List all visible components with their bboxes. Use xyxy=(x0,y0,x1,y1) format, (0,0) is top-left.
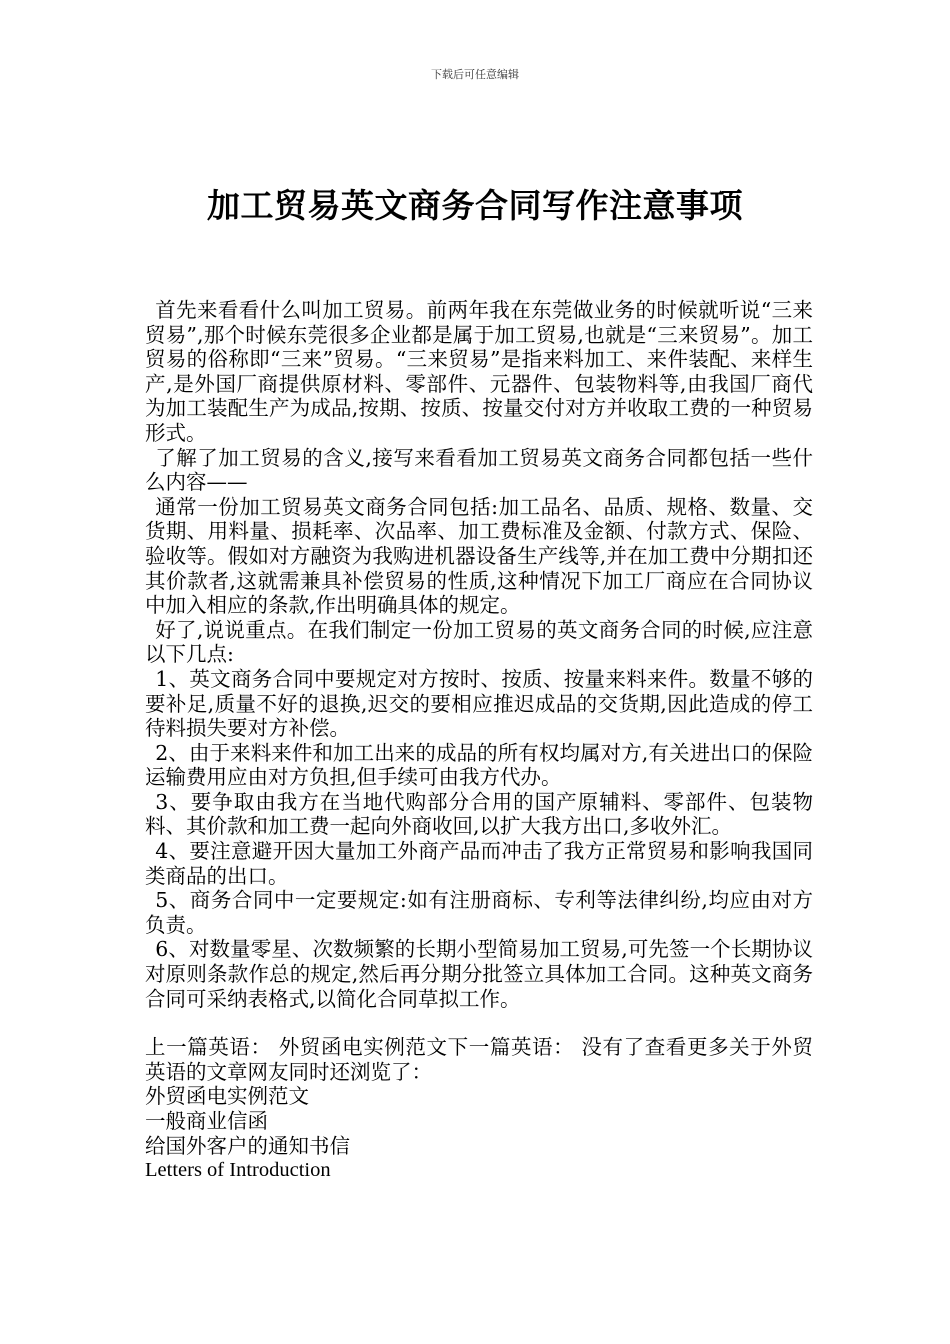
paragraph-point-3: 3、要争取由我方在当地代购部分合用的国产原辅料、零部件、包装物料、其价款和加工费一起向外商收回,以扩大我方出口,多收外汇。 xyxy=(145,789,813,839)
paragraph-contents-intro: 了解了加工贸易的含义,接写来看看加工贸易英文商务合同都包括一些什么内容—— xyxy=(145,445,813,495)
paragraph-point-2: 2、由于来料来件和加工出来的成品的所有权均属对方,有关进出口的保险运输费用应由对方负担,但手续可由我方代办。 xyxy=(145,740,813,790)
paragraph-point-5: 5、商务合同中一定要规定:如有注册商标、专利等法律纠纷,均应由对方负责。 xyxy=(145,888,813,937)
paragraph-point-4: 4、要注意避开因大量加工外商产品而冲击了我方正常贸易和影响我国同类商品的出口。 xyxy=(145,839,813,888)
nav-text: 上一篇英语： 外贸函电实例范文下一篇英语： 没有了查看更多关于外贸英语的文章网友同时还浏览了： xyxy=(145,1035,813,1084)
related-link[interactable]: Letters of Introduction xyxy=(145,1159,331,1182)
paragraph-contract-items: 通常一份加工贸易英文商务合同包括:加工品名、品质、规格、数量、交货期、用料量、损耗率、次品率、加工费标准及金额、付款方式、保险、验收等。假如对方融资为我购进机器设备生产线等,并在加工费中分期扣还其价款者,这就需兼具补偿贸易的性质,这种情况下加工厂商应在合同协议中加入相应的条款,作出明确具体的规定。 xyxy=(145,494,813,618)
related-links xyxy=(145,1035,813,1183)
paragraph-point-6: 6、对数量零星、次数频繁的长期小型简易加工贸易,可先签一个长期协议对原则条款作总的规定,然后再分期分批签立具体加工合同。这种英文商务合同可采纳表格式,以简化合同草拟工作。 xyxy=(145,937,813,1011)
document-body xyxy=(145,298,813,1183)
related-link[interactable]: 一般商业信函 xyxy=(145,1109,268,1133)
spacer xyxy=(145,1011,813,1035)
related-link[interactable]: 外贸函电实例范文 xyxy=(145,1084,309,1109)
paragraph-intro: 首先来看看什么叫加工贸易。前两年我在东莞做业务的时候就听说“三来贸易”,那个时候东莞很多企业都是属于加工贸易,也就是“三来贸易”。加工贸易的俗称即“三来”贸易。“三来贸易”是指来料加工、来件装配、来样生产,是外国厂商提供原材料、零部件、元器件、包装物料等,由我国厂商代为加工装配生产为成品,按期、按质、按量交付对方并收取工费的一种贸易形式。 xyxy=(145,298,813,445)
related-link[interactable]: 给国外客户的通知书信 xyxy=(145,1133,350,1158)
header-note: 下载后可任意编辑 xyxy=(431,68,519,81)
paragraph-key-points: 好了,说说重点。在我们制定一份加工贸易的英文商务合同的时候,应注意以下几点: xyxy=(145,617,813,667)
paragraph-point-1: 1、英文商务合同中要规定对方按时、按质、按量来料来件。数量不够的要补足,质量不好的退换,迟交的要相应推迟成品的交货期,因此造成的停工待料损失要对方补偿。 xyxy=(145,666,813,741)
document-title: 加工贸易英文商务合同写作注意事项 xyxy=(207,186,743,225)
